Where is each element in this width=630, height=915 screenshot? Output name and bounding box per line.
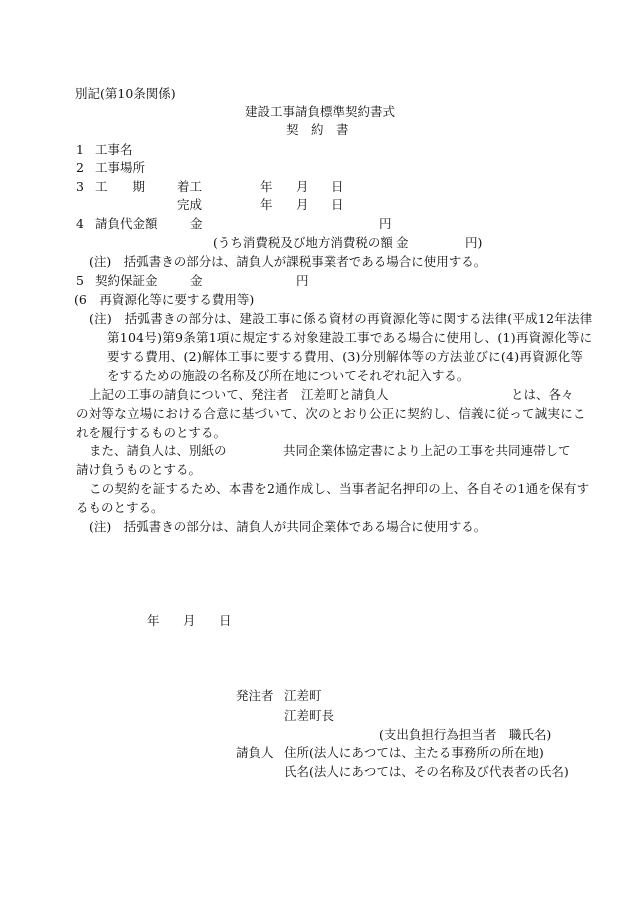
end-label: 完成 <box>177 197 203 212</box>
start-year: 年 <box>260 179 273 194</box>
date-day: 日 <box>219 613 232 628</box>
tax-amount-close: 円) <box>465 235 483 250</box>
orderer-name: 江差町 <box>284 688 322 703</box>
start-label: 着工 <box>177 179 203 194</box>
orderer-label: 発注者 <box>236 688 274 703</box>
recycling-note-line: 第104号)第9条第1項に規定する対象建設工事である場合に使用し、(1)再資源化等に <box>107 330 593 345</box>
paragraph-2-start: また、請負人は、別紙の <box>89 443 227 458</box>
paragraph-2-end: 共同企業体協定書により上記の工事を共同連帯して <box>283 443 571 458</box>
deposit-kin: 金 <box>190 273 203 288</box>
item-3-number: 3 <box>76 179 84 194</box>
item-4-number: 4 <box>76 216 84 231</box>
item-2-label: 工事場所 <box>95 160 146 175</box>
paragraph-2-line: 請け負うものとする。 <box>76 462 202 477</box>
contractor-label: 請負人 <box>236 745 274 760</box>
tax-amount-open: (うち消費税及び地方消費税の額 <box>213 235 393 250</box>
paragraph-1-line: の対等な立場における合意に基づいて、次のとおり公正に契約し、信義に従って誠実にこ <box>76 406 586 421</box>
orderer-title: 江差町長 <box>284 708 335 723</box>
end-day: 日 <box>331 197 344 212</box>
tax-amount-kin: 金 <box>396 235 409 250</box>
item-4-label: 請負代金額 <box>95 216 158 231</box>
paragraph-1-start: 上記の工事の請負について、発注者 江差町と請負人 <box>89 387 389 402</box>
paragraph-3-line: この契約を証するため、本書を2通作成し、当事者記名押印の上、各自その1通を保有す <box>89 481 590 496</box>
item-5-number: 5 <box>76 273 84 288</box>
contract-amount-yen: 円 <box>379 216 392 231</box>
end-year: 年 <box>260 197 273 212</box>
recycling-note-line: をするための施設の名称及び所在地についてそれぞれ記入する。 <box>107 368 470 383</box>
start-month: 月 <box>296 179 309 194</box>
recycling-note-line: 要する費用、(2)解体工事に要する費用、(3)分別解体等の方法並びに(4)再資源化等 <box>107 349 584 364</box>
paragraph-3-line: るものとする。 <box>76 500 164 515</box>
item-1-number: 1 <box>76 142 84 157</box>
jv-note: (注) 括弧書きの部分は、請負人が共同企業体である場合に使用する。 <box>89 519 487 534</box>
item-5-label: 契約保証金 <box>95 273 158 288</box>
tax-note: (注) 括弧書きの部分は、請負人が課税事業者である場合に使用する。 <box>89 254 487 269</box>
document-subtitle: 契 約 書 <box>286 122 349 137</box>
recycling-note-line: (注) 括弧書きの部分は、建設工事に係る資材の再資源化等に関する法律(平成12年法律 <box>89 311 593 326</box>
paragraph-1-end: とは、各々 <box>511 387 574 402</box>
contractor-address: 住所(法人にあつては、主たる事務所の所在地) <box>284 745 544 760</box>
deposit-yen: 円 <box>296 273 309 288</box>
contract-amount-kin: 金 <box>190 216 203 231</box>
appendix-label: 別記(第10条関係) <box>75 86 176 101</box>
start-day: 日 <box>331 179 344 194</box>
date-year: 年 <box>147 613 160 628</box>
date-month: 月 <box>183 613 196 628</box>
item-2-number: 2 <box>76 160 84 175</box>
orderer-officer-note: (支出負担行為担当者 職氏名) <box>379 727 552 742</box>
document-title: 建設工事請負標準契約書式 <box>245 104 396 119</box>
end-month: 月 <box>296 197 309 212</box>
item-6: (6 再資源化等に要する費用等) <box>74 292 255 307</box>
item-1-label: 工事名 <box>95 142 133 157</box>
item-3-label: 工 期 <box>95 179 146 194</box>
paragraph-1-line: れを履行するものとする。 <box>76 425 227 440</box>
contractor-name: 氏名(法人にあつては、その名称及び代表者の氏名) <box>284 764 569 779</box>
